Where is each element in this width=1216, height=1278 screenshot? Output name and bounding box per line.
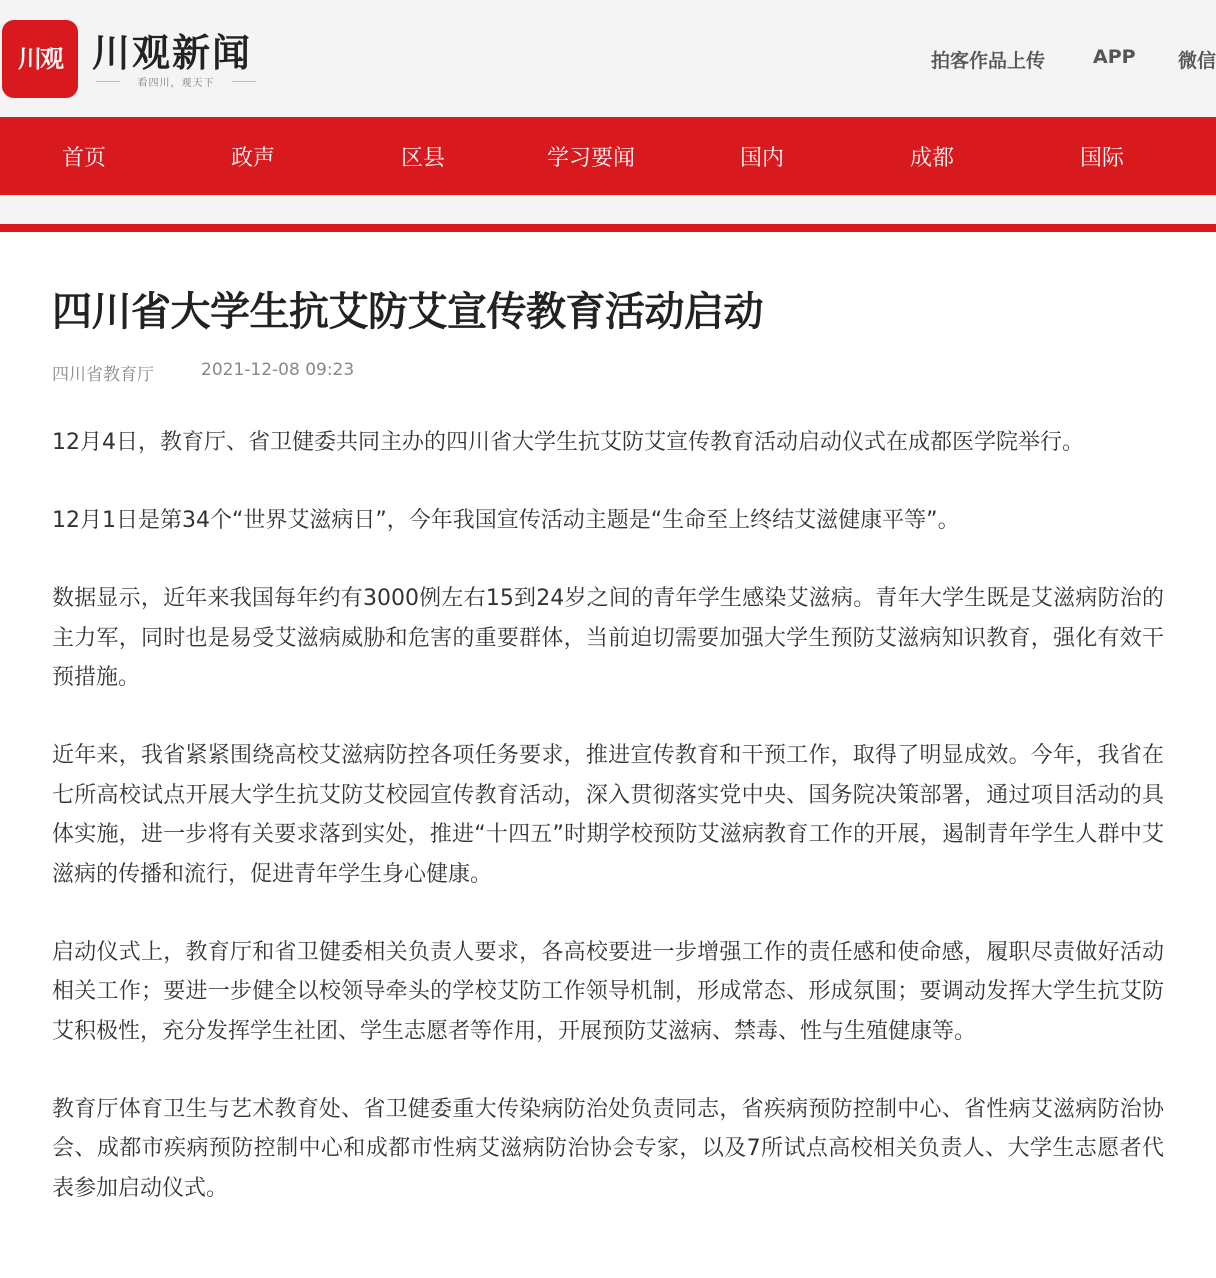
- nav-item-chengdu[interactable]: 成都: [910, 146, 955, 171]
- article-source[interactable]: 四川省教育厅: [52, 365, 154, 385]
- main-nav: [0, 117, 1216, 195]
- article-body: [52, 423, 1164, 1247]
- article-paragraph: 启动仪式上，教育厅和省卫健委相关负责人要求，各高校要进一步增强工作的责任感和使命感，履职尽责做好活动相关工作；要进一步健全以校领导牵头的学校艾防工作领导机制，形成常态、形成氛围；要调动发挥大学生抗艾防艾积极性，充分发挥学生社团、学生志愿者等作用，开展预防艾滋病、禁毒、性与生殖健康等。: [52, 939, 1164, 1044]
- wechat-link[interactable]: 微信: [1178, 50, 1216, 72]
- article-paragraph: 近年来，我省紧紧围绕高校艾滋病防控各项任务要求，推进宣传教育和干预工作，取得了明显成效。今年，我省在七所高校试点开展大学生抗艾防艾校园宣传教育活动，深入贯彻落实党中央、国务院决策部署，通过项目活动的具体实施，进一步将有关要求落到实处，推进“十四五”时期学校预防艾滋病教育工作的开展，遏制青年学生人群中艾滋病的传播和流行，促进青年学生身心健康。: [52, 743, 1164, 887]
- site-name[interactable]: 川观新闻: [92, 30, 253, 75]
- article-paragraph: 数据显示，近年来我国每年约有3000例左右15到24岁之间的青年学生感染艾滋病。青年大学生既是艾滋病防治的主力军，同时也是易受艾滋病威胁和危害的重要群体，当前迫切需要加强大学生预防艾滋病知识教育，强化有效干预措施。: [52, 586, 1164, 690]
- site-logo-icon[interactable]: 川观: [2, 20, 78, 98]
- nav-item-politics[interactable]: 政声: [231, 146, 276, 171]
- app-link[interactable]: APP: [1093, 46, 1136, 68]
- nav-item-international[interactable]: 国际: [1080, 146, 1125, 171]
- article-paragraph: 12月4日，教育厅、省卫健委共同主办的四川省大学生抗艾防艾宣传教育活动启动仪式在成都医学院举行。: [52, 430, 1084, 455]
- nav-item-study-news[interactable]: 学习要闻: [547, 146, 636, 171]
- article-datetime: 2021-12-08 09:23: [201, 360, 355, 380]
- upload-works-link[interactable]: 拍客作品上传: [931, 50, 1046, 72]
- nav-spacer: [0, 195, 1216, 224]
- article-paragraph: 12月1日是第34个“世界艾滋病日”，今年我国宣传活动主题是“生命至上终结艾滋健康平等”。: [52, 508, 960, 533]
- nav-item-domestic[interactable]: 国内: [740, 146, 785, 171]
- nav-item-home[interactable]: 首页: [62, 146, 107, 171]
- article-paragraph: 教育厅体育卫生与艺术教育处、省卫健委重大传染病防治处负责同志，省疾病预防控制中心、省性病艾滋病防治协会、成都市疾病预防控制中心和成都市性病艾滋病防治协会专家，以及7所试点高校相关负责人、大学生志愿者代表参加启动仪式。: [52, 1096, 1164, 1201]
- article-title: 四川省大学生抗艾防艾宣传教育活动启动: [52, 289, 763, 335]
- site-slogan: 看四川，观天下: [96, 74, 256, 89]
- nav-item-districts[interactable]: 区县: [401, 146, 446, 171]
- site-header: [0, 0, 1216, 117]
- article-divider: [0, 224, 1216, 232]
